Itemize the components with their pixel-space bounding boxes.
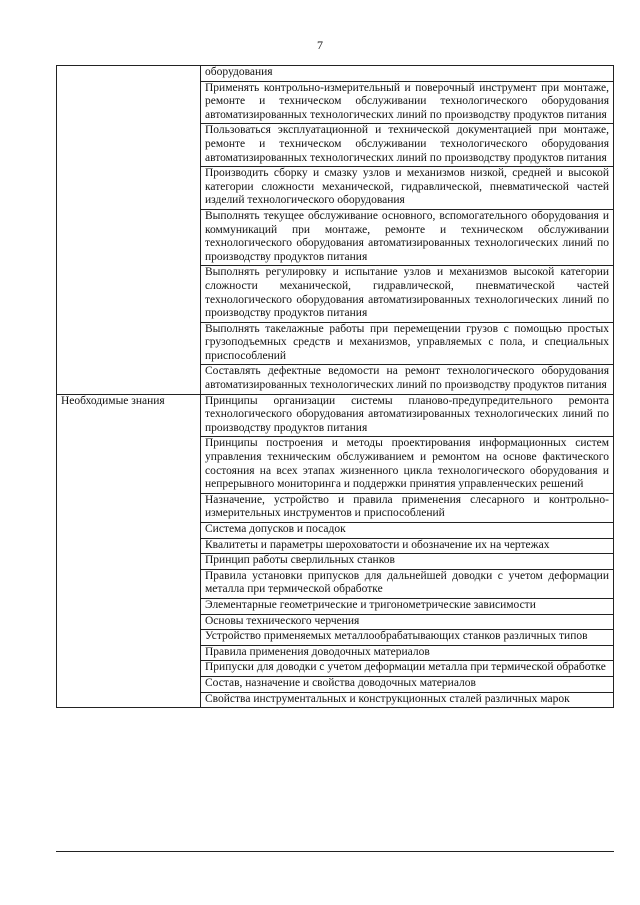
page-number: 7 — [317, 38, 323, 52]
table-cell: Система допусков и посадок — [201, 523, 614, 539]
table-cell: Производить сборку и смазку узлов и механизмов низкой, средней и высокой категории сложности механической, гидравлической, пневматической частей изделий технологического оборудования — [201, 167, 614, 210]
table-cell: Припуски для доводки с учетом деформации металла при термической обработке — [201, 661, 614, 677]
table-cell: Составлять дефектные ведомости на ремонт технологического оборудования автоматизированных технологических линий по производству продуктов питания — [201, 365, 614, 394]
table-cell: Выполнять такелажные работы при перемещении грузов с помощью простых грузоподъемных средств и механизмов, управляемых с пола, и специальных приспособлений — [201, 322, 614, 365]
table-row — [57, 394, 614, 437]
table-cell: Принципы организации системы планово-предупредительного ремонта технологического оборудования автоматизированных технологических линий по производству продуктов питания — [201, 394, 614, 437]
table-row — [57, 66, 614, 82]
bottom-rule — [56, 851, 614, 852]
table-cell: Основы технического черчения — [201, 614, 614, 630]
table-cell: Выполнять текущее обслуживание основного, вспомогательного оборудования и коммуникаций при монтаже, ремонте и техническом обслуживании технологического оборудования автоматизированных технологических линий по производству продуктов питания — [201, 209, 614, 265]
table-cell: Применять контрольно-измерительный и поверочный инструмент при монтаже, ремонте и техническом обслуживании технологического оборудования автоматизированных технологических линий по производству продуктов питания — [201, 81, 614, 124]
skills-label-cell — [57, 66, 201, 395]
table-cell: оборудования — [201, 66, 614, 82]
table-cell: Правила установки припусков для дальнейшей доводки с учетом деформации металла при термической обработке — [201, 569, 614, 598]
table-cell: Правила применения доводочных материалов — [201, 645, 614, 661]
table-cell: Принцип работы сверлильных станков — [201, 554, 614, 570]
table-cell: Свойства инструментальных и конструкционных сталей различных марок — [201, 692, 614, 708]
table-cell: Элементарные геометрические и тригонометрические зависимости — [201, 598, 614, 614]
table-cell: Назначение, устройство и правила применения слесарного и контрольно-измерительных инструментов и приспособлений — [201, 493, 614, 522]
table-cell: Состав, назначение и свойства доводочных материалов — [201, 676, 614, 692]
table-cell: Пользоваться эксплуатационной и технической документацией при монтаже, ремонте и техническом обслуживании технологического оборудования автоматизированных технологических линий по производству продуктов питания — [201, 124, 614, 167]
table-cell: Квалитеты и параметры шероховатости и обозначение их на чертежах — [201, 538, 614, 554]
table-cell: Устройство применяемых металлообрабатывающих станков различных типов — [201, 630, 614, 646]
table-cell: Выполнять регулировку и испытание узлов и механизмов высокой категории сложности механической, гидравлической, пневматической частей технологического оборудования автоматизированных технологических линий по производству продуктов питания — [201, 266, 614, 322]
requirements-table — [56, 65, 614, 708]
knowledge-label: Необходимые знания — [57, 394, 201, 707]
table-cell: Принципы построения и методы проектирования информационных систем управления техническим обслуживанием и ремонтом на основе фактического состояния на всех этапах жизненного цикла технологического оборудования и непрерывного мониторинга и поддержки принятия управленческих решений — [201, 437, 614, 493]
